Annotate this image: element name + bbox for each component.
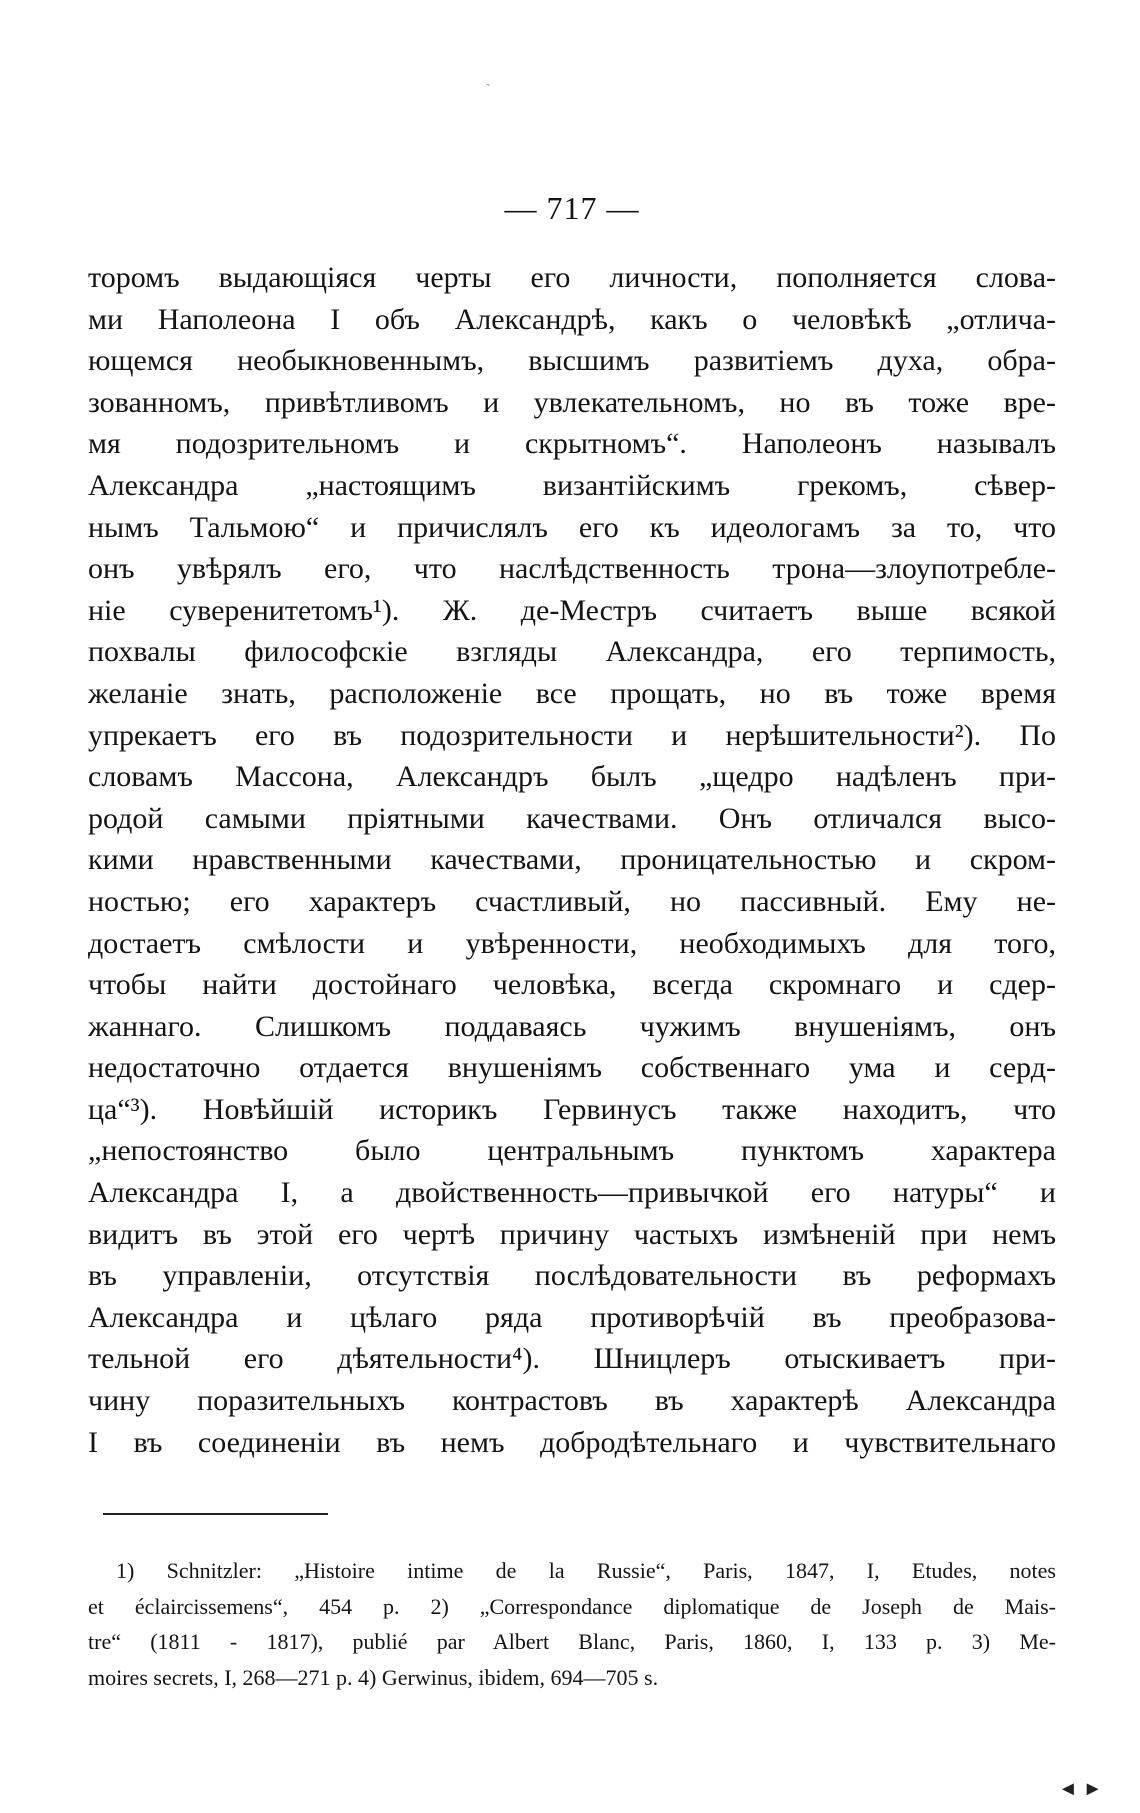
text-line: похвалы философскіе взгляды Александра, его терпимость, (88, 635, 1056, 669)
text-line: ніе суверенитетомъ¹). Ж. де-Местръ считаетъ выше всякой (88, 593, 1056, 627)
text-line: зованномъ, привѣтливомъ и увлекательномъ, но въ тоже вре- (88, 385, 1056, 419)
text-line: I въ соединеніи въ немъ добродѣтельнаго и чувствительнаго (88, 1425, 1056, 1459)
footnote-line: moires secrets, I, 268—271 p. 4) Gerwinus, ibidem, 694—705 s. (88, 1664, 659, 1690)
text-line: торомъ выдающіяся черты его личности, пополняется слова- (88, 261, 1056, 294)
text-line: желаніе знать, расположеніе все прощать, но въ тоже время (88, 676, 1056, 710)
text-line: кими нравственными качествами, проницательностью и скром- (88, 843, 1056, 877)
text-line: въ управленіи, отсутствія послѣдовательности въ реформахъ (88, 1259, 1056, 1293)
text-line: достаетъ смѣлости и увѣренности, необходимыхъ для того, (88, 926, 1056, 960)
text-line: чину поразительныхъ контрастовъ въ характерѣ Александра (88, 1384, 1056, 1418)
text-line: Александра I, а двойственность—привычкой его натуры“ и (88, 1176, 1056, 1210)
footnote-line: et éclaircissemens“, 454 p. 2) „Correspondance diplomatique de Joseph de Mais- (88, 1593, 1056, 1619)
footnote-line: 1) Schnitzler: „Histoire intime de la Russie“, Paris, 1847, I, Etudes, notes (116, 1558, 1056, 1583)
book-page (88, 0, 1056, 1813)
text-line: видитъ въ этой его чертѣ причину частыхъ измѣненій при немъ (88, 1217, 1056, 1251)
stray-mark: ˎ (486, 72, 491, 87)
text-line: онъ увѣрялъ его, что наслѣдственность трона—злоупотребле- (88, 552, 1056, 586)
text-line: Александра и цѣлаго ряда противорѣчій въ преобразова- (88, 1300, 1056, 1334)
text-line: ми Наполеона I объ Александрѣ, какъ о человѣкѣ „отлича- (88, 302, 1056, 336)
body-text (88, 257, 1056, 1463)
text-line: ностью; его характеръ счастливый, но пассивный. Ему не- (88, 884, 1056, 918)
text-line: родой самыми пріятными качествами. Онъ отличался высо- (88, 801, 1056, 835)
page-corner-mark-icon: ◄ ► (1058, 1778, 1103, 1800)
text-line: упрекаетъ его въ подозрительности и нерѣшительности²). По (88, 718, 1056, 752)
text-line: ющемся необыкновеннымъ, высшимъ развитіемъ духа, обра- (88, 344, 1056, 378)
text-line: словамъ Массона, Александръ былъ „щедро надѣленъ при- (88, 760, 1056, 794)
text-line: ца“³). Новѣйшій историкъ Гервинусъ также находитъ, что (88, 1092, 1056, 1126)
text-line: недостаточно отдается внушеніямъ собственнаго ума и серд- (88, 1051, 1056, 1085)
text-line: тельной его дѣятельности⁴). Шницлеръ отыскиваетъ при- (88, 1342, 1056, 1376)
text-line: „непостоянство было центральнымъ пунктомъ характера (88, 1134, 1056, 1168)
page-number: — 717 — (504, 190, 640, 226)
text-line: чтобы найти достойнаго человѣка, всегда скромнаго и сдер- (88, 968, 1056, 1002)
text-line: нымъ Тальмою“ и причислялъ его къ идеологамъ за то, что (88, 510, 1056, 544)
footnote-divider (103, 1513, 328, 1515)
text-line: Александра „настоящимъ византійскимъ грекомъ, сѣвер- (88, 468, 1056, 502)
text-line: жаннаго. Слишкомъ поддаваясь чужимъ внушеніямъ, онъ (88, 1009, 1056, 1043)
text-line: мя подозрительномъ и скрытномъ“. Наполеонъ называлъ (88, 427, 1056, 461)
footnote-line: tre“ (1811 - 1817), publié par Albert Blanc, Paris, 1860, I, 133 p. 3) Me- (88, 1629, 1056, 1654)
footnotes (88, 1553, 1056, 1695)
